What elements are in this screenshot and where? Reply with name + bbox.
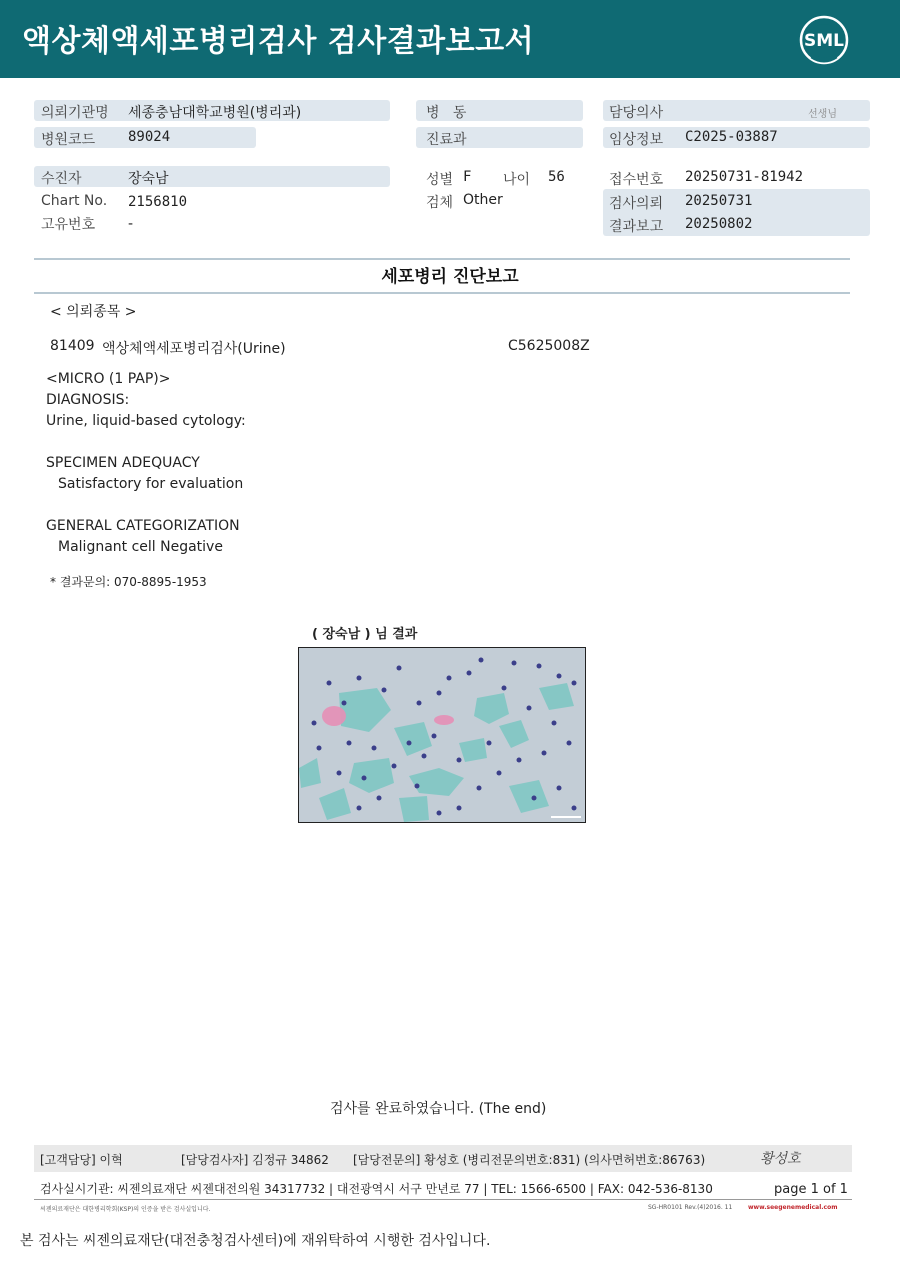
institution-value: 세종충남대학교병원(병리과) bbox=[128, 105, 302, 121]
website-link[interactable]: www.seegenemedical.com bbox=[748, 1204, 838, 1211]
dept-label: 진료과 bbox=[426, 132, 467, 148]
specialist: [담당전문의] 황성호 (병리전문의번호:831) (의사면허번호:86763) bbox=[353, 1153, 706, 1167]
specimen-value: Other bbox=[463, 192, 503, 208]
logo-text: SML bbox=[804, 31, 844, 51]
request-value: 20250731 bbox=[685, 193, 753, 209]
form-code: SG-HR0101 Rev.(4)2016. 11 bbox=[648, 1204, 733, 1211]
item-id: C5625008Z bbox=[508, 338, 590, 354]
receipt-value: 20250731-81942 bbox=[685, 169, 804, 185]
customer-contact: [고객담당] 이혁 bbox=[40, 1153, 123, 1167]
report-title: 액상체액세포병리검사 검사결과보고서 bbox=[22, 24, 535, 59]
sex-label: 성별 bbox=[426, 172, 454, 188]
report-date-value: 20250802 bbox=[685, 216, 753, 232]
categorization-heading: GENERAL CATEGORIZATION bbox=[46, 518, 240, 534]
adequacy-heading: SPECIMEN ADEQUACY bbox=[46, 455, 200, 471]
chart-label: Chart No. bbox=[41, 193, 108, 209]
categorization-value: Malignant cell Negative bbox=[58, 539, 223, 555]
section-top-line bbox=[34, 258, 850, 260]
hospital-code-value: 89024 bbox=[128, 129, 171, 145]
unique-value: - bbox=[128, 216, 134, 232]
image-caption: ( 장숙남 ) 님 결과 bbox=[312, 627, 418, 642]
diagnosis-heading: DIAGNOSIS: bbox=[46, 392, 130, 408]
request-items-heading: < 의뢰종목 > bbox=[50, 304, 137, 320]
section-title: 세포병리 진단보고 bbox=[381, 267, 519, 287]
specimen-label: 검체 bbox=[426, 195, 454, 211]
end-text: 검사를 완료하였습니다. (The end) bbox=[330, 1101, 547, 1117]
patient-value: 장숙남 bbox=[128, 171, 169, 187]
section-bottom-line bbox=[34, 292, 850, 294]
request-label: 검사의뢰 bbox=[609, 196, 664, 212]
age-label: 나이 bbox=[503, 172, 531, 188]
page-number: page 1 of 1 bbox=[774, 1182, 848, 1197]
chart-value: 2156810 bbox=[128, 194, 188, 210]
item-name: 액상체액세포병리검사(Urine) bbox=[102, 341, 286, 357]
receipt-label: 접수번호 bbox=[609, 172, 664, 188]
footer-divider bbox=[34, 1199, 852, 1200]
technician: [담당검사자] 김정규 34862 bbox=[181, 1153, 329, 1167]
patient-row-bg bbox=[34, 166, 390, 187]
ward-label: 병 동 bbox=[426, 105, 467, 121]
certification-note: 씨젠의료재단은 대한병리학회(KSP)의 인증을 받은 검사실입니다. bbox=[40, 1206, 211, 1213]
clinical-value: C2025-03887 bbox=[685, 129, 778, 145]
institution-info: 검사실시기관: 씨젠의료재단 씨젠대전의원 34317732 | 대전광역시 서구 만년로 77 | TEL: 1566-6500 | FAX: 042-536-8130 bbox=[40, 1182, 713, 1196]
sml-logo bbox=[798, 14, 850, 66]
bottom-note: 본 검사는 씨젠의료재단(대전충청검사센터)에 재위탁하여 시행한 검사입니다. bbox=[20, 1233, 491, 1249]
sex-value: F bbox=[463, 169, 472, 185]
age-value: 56 bbox=[548, 169, 565, 185]
item-code: 81409 bbox=[50, 338, 95, 354]
signature: 황성호 bbox=[760, 1151, 801, 1167]
patient-label: 수진자 bbox=[41, 171, 82, 187]
institution-label: 의뢰기관명 bbox=[41, 105, 109, 121]
doctor-suffix: 선생님 bbox=[808, 109, 837, 120]
hospital-code-label: 병원코드 bbox=[41, 132, 96, 148]
doctor-label: 담당의사 bbox=[609, 105, 664, 121]
clinical-label: 임상정보 bbox=[609, 132, 664, 148]
micro-label: <MICRO (1 PAP)> bbox=[46, 371, 171, 387]
diagnosis-value: Urine, liquid-based cytology: bbox=[46, 413, 246, 429]
adequacy-value: Satisfactory for evaluation bbox=[58, 476, 244, 492]
contact-note: * 결과문의: 070-8895-1953 bbox=[50, 575, 207, 589]
report-date-label: 결과보고 bbox=[609, 219, 664, 235]
cytology-image bbox=[298, 647, 586, 823]
unique-label: 고유번호 bbox=[41, 217, 96, 233]
